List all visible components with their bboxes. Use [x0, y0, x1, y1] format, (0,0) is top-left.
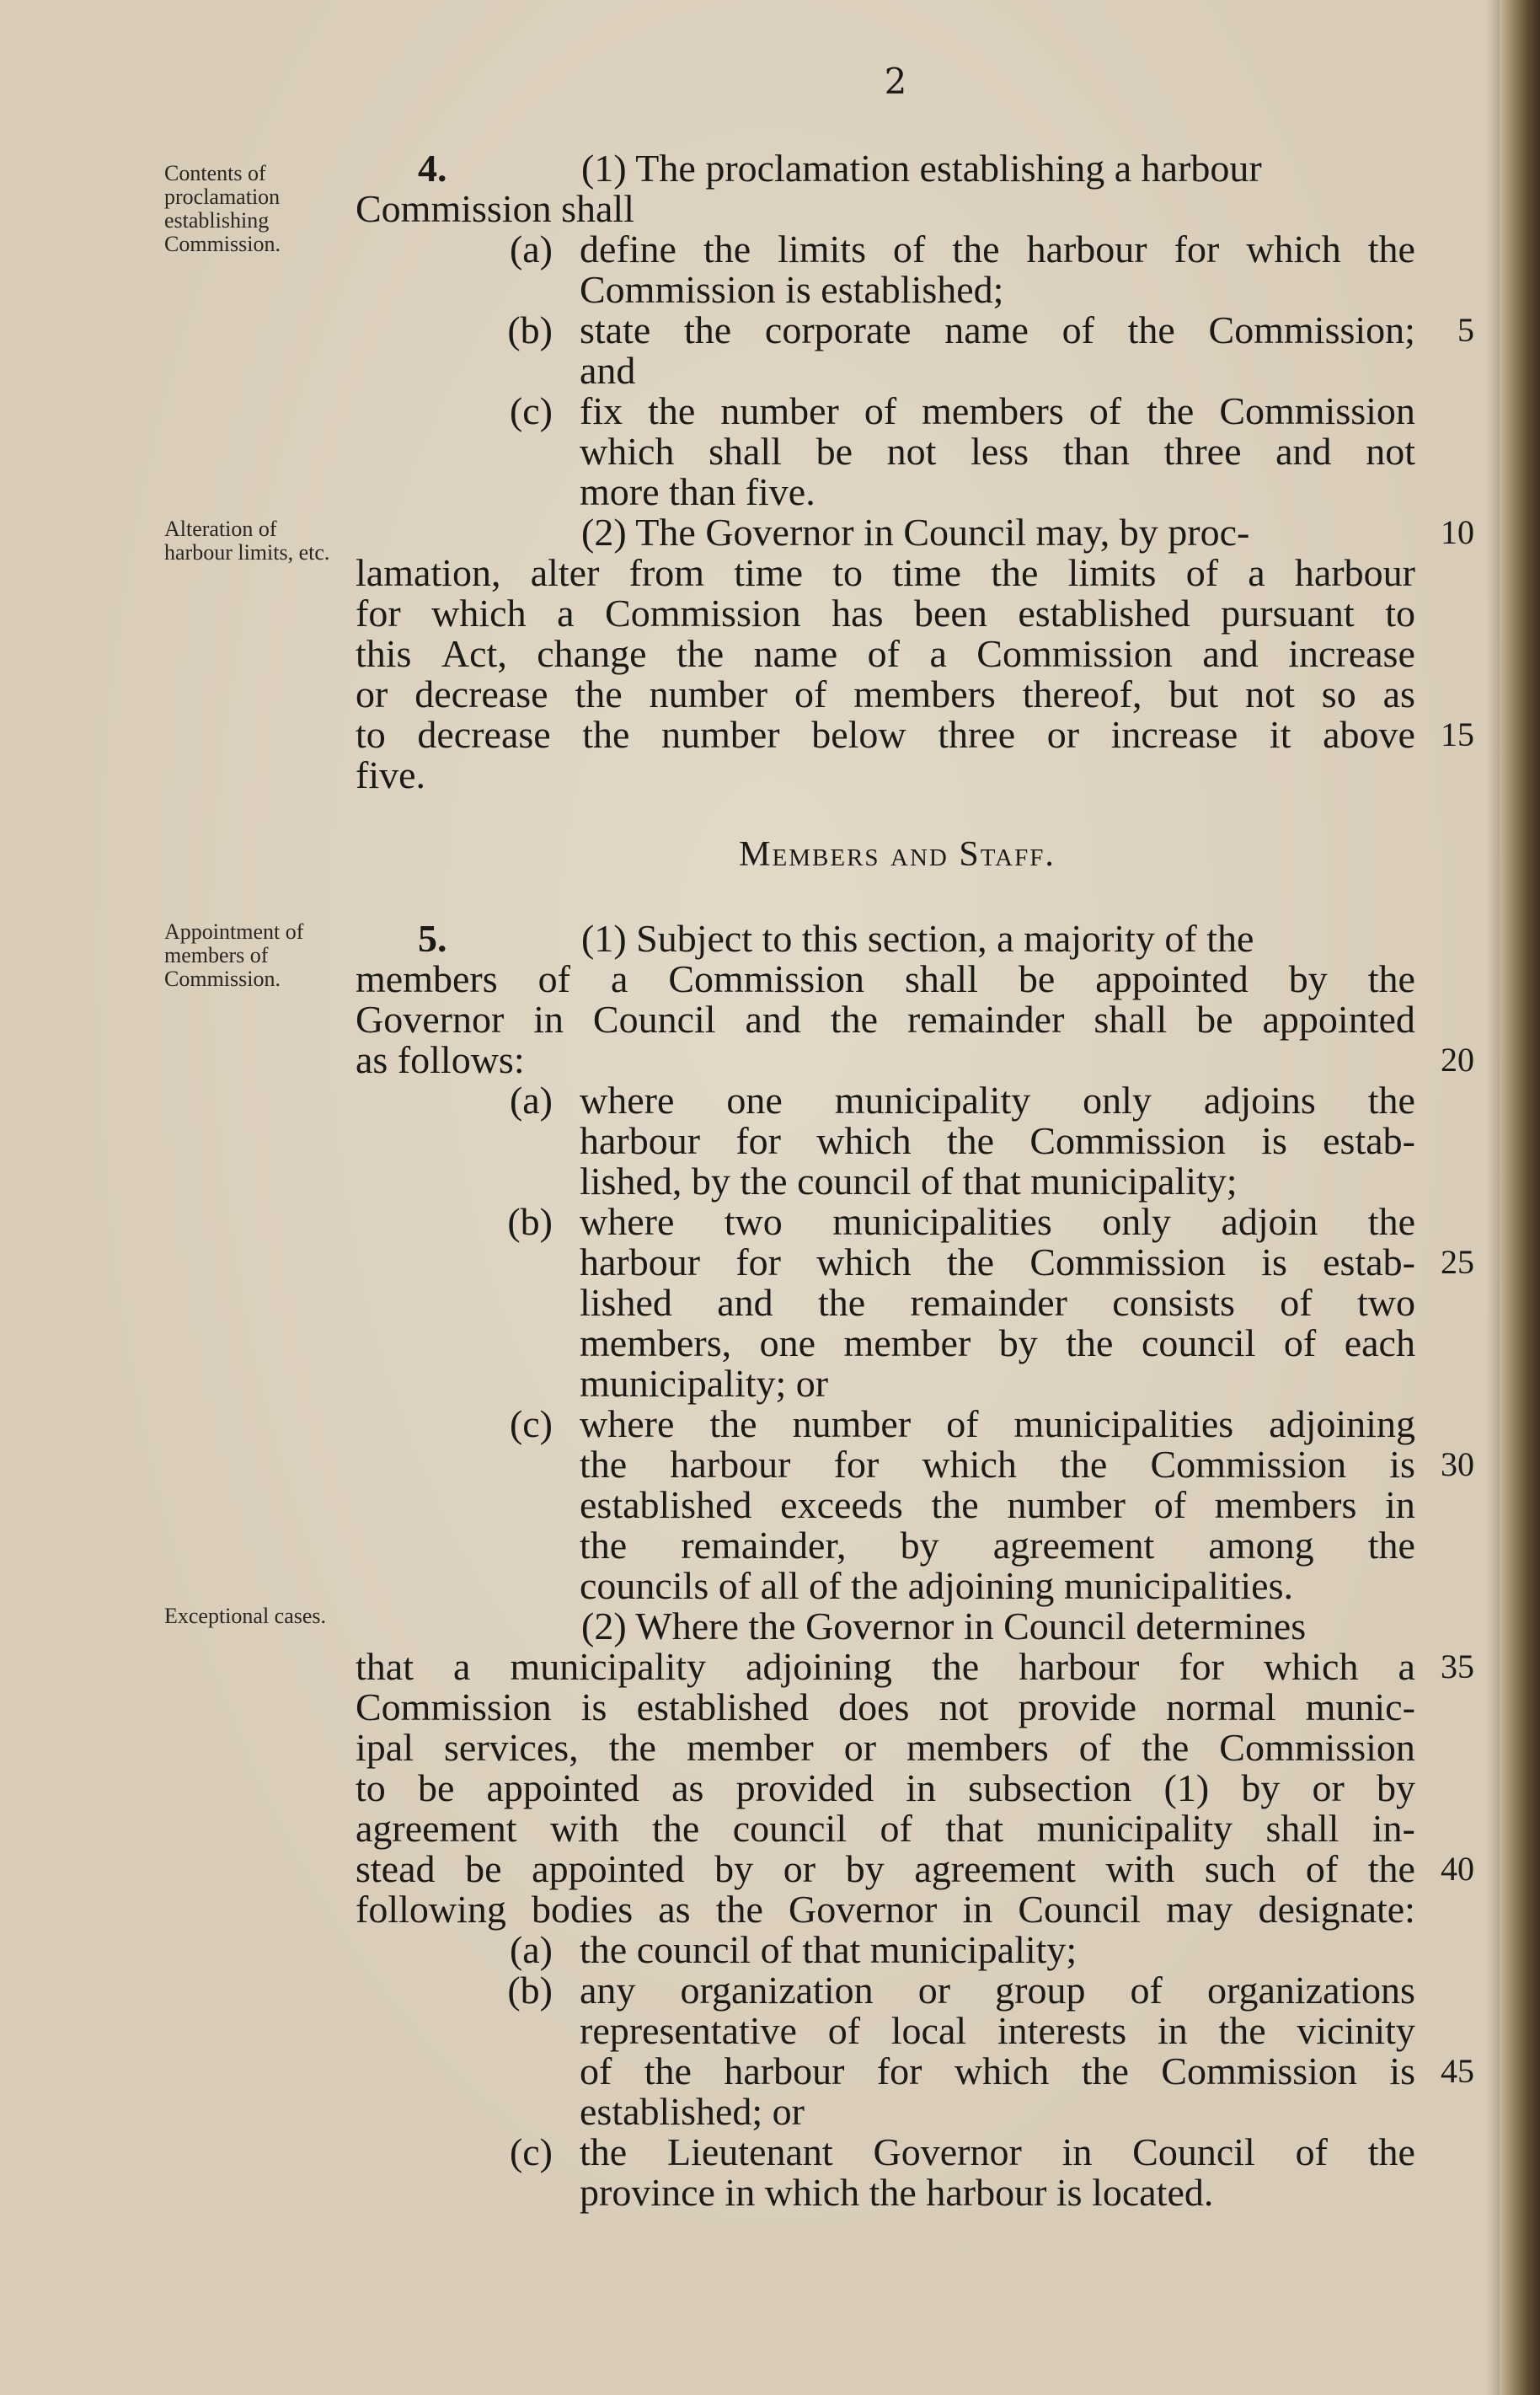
line-number: 40: [1441, 1850, 1474, 1888]
body-line: where one municipality only adjoins the: [580, 1079, 1415, 1122]
item-label-a: (a): [509, 1928, 553, 1971]
body-line: ipal services, the member or members of the Commission: [356, 1726, 1415, 1769]
body-line: following bodies as the Governor in Council may designate:: [356, 1888, 1415, 1931]
body-line: (2) Where the Governor in Council determines: [581, 1605, 1307, 1648]
body-line: this Act, change the name of a Commission and increase: [356, 632, 1415, 675]
body-line: as follows:: [356, 1038, 525, 1081]
body-line: stead be appointed by or by agreement with such of the: [356, 1847, 1415, 1890]
item-label-b: (b): [507, 1969, 553, 2012]
item-label-a: (a): [509, 228, 553, 271]
margin-note-alteration: Alteration of harbour limits, etc.: [164, 517, 330, 565]
body-line: harbour for which the Commission is estab-: [580, 1119, 1415, 1162]
body-line: (2) The Governor in Council may, by proc-: [581, 511, 1250, 554]
body-line: the Lieutenant Governor in Council of the: [580, 2130, 1415, 2173]
body-line: Commission is established;: [580, 268, 1004, 311]
body-line: Commission is established does not provide normal munic-: [356, 1685, 1415, 1728]
item-label-c: (c): [509, 1402, 553, 1445]
body-line: Commission shall: [356, 187, 634, 230]
body-line: lished, by the council of that municipality;: [580, 1160, 1238, 1203]
body-line: more than five.: [580, 470, 815, 513]
page-number: 2: [884, 61, 907, 102]
body-line: for which a Commission has been established pursuant to: [356, 592, 1415, 635]
section-heading: Members and Staff.: [739, 835, 1056, 874]
body-line: five.: [356, 753, 426, 796]
item-label-c: (c): [509, 389, 553, 432]
item-label-a: (a): [509, 1079, 553, 1122]
body-line: (1) Subject to this section, a majority of the: [581, 917, 1254, 960]
body-line: to decrease the number below three or increase it above: [356, 713, 1415, 756]
body-line: which shall be not less than three and not: [580, 430, 1415, 473]
body-line: or decrease the number of members thereof, but not so as: [356, 672, 1415, 715]
body-line: members of a Commission shall be appointed by the: [356, 957, 1415, 1000]
body-line: (1) The proclamation establishing a harbour: [581, 147, 1262, 190]
margin-note-exceptional: Exceptional cases.: [164, 1604, 327, 1628]
line-number: 15: [1441, 715, 1474, 753]
section-number-4: 4.: [418, 147, 447, 190]
body-line: any organization or group of organizations: [580, 1969, 1415, 2012]
body-line: define the limits of the harbour for which the: [580, 228, 1415, 271]
body-line: the remainder, by agreement among the: [580, 1524, 1415, 1567]
body-line: that a municipality adjoining the harbour for which a: [356, 1645, 1415, 1688]
item-label-c: (c): [509, 2130, 553, 2173]
book-spine: [1500, 0, 1540, 2395]
body-line: the harbour for which the Commission is: [580, 1443, 1415, 1486]
body-line: the council of that municipality;: [580, 1928, 1077, 1971]
body-line: lished and the remainder consists of two: [580, 1281, 1415, 1324]
body-line: to be appointed as provided in subsection (1) by or by: [356, 1766, 1415, 1809]
body-line: state the corporate name of the Commission;: [580, 308, 1415, 351]
body-line: and: [580, 349, 636, 392]
body-line: harbour for which the Commission is estab-: [580, 1240, 1415, 1283]
body-line: representative of local interests in the vicinity: [580, 2009, 1415, 2052]
body-line: province in which the harbour is located.: [580, 2171, 1214, 2214]
body-line: councils of all of the adjoining municipalities.: [580, 1564, 1293, 1607]
body-line: established; or: [580, 2090, 805, 2133]
body-line: municipality; or: [580, 1362, 829, 1405]
body-line: where the number of municipalities adjoining: [580, 1402, 1415, 1445]
body-line: lamation, alter from time to time the limits of a harbour: [356, 551, 1415, 594]
line-number: 45: [1441, 2052, 1474, 2090]
body-line: members, one member by the council of each: [580, 1321, 1415, 1364]
line-number: 35: [1441, 1648, 1474, 1685]
spine-shadow: [1486, 0, 1500, 2395]
margin-note-contents: Contents of proclamation establishing Commission.: [164, 161, 281, 256]
body-line: of the harbour for which the Commission is: [580, 2049, 1415, 2092]
body-line: Governor in Council and the remainder shall be appointed: [356, 998, 1415, 1041]
body-line: established exceeds the number of members in: [580, 1483, 1415, 1526]
line-number: 25: [1441, 1243, 1474, 1281]
margin-note-appointment: Appointment of members of Commission.: [164, 919, 304, 991]
section-number-5: 5.: [418, 917, 447, 960]
body-line: fix the number of members of the Commission: [580, 389, 1415, 432]
line-number: 20: [1441, 1041, 1474, 1079]
line-number: 10: [1441, 513, 1474, 551]
item-label-b: (b): [507, 1200, 553, 1243]
body-line: agreement with the council of that municipality shall in-: [356, 1807, 1415, 1850]
body-line: where two municipalities only adjoin the: [580, 1200, 1415, 1243]
item-label-b: (b): [507, 308, 553, 351]
line-number: 30: [1441, 1445, 1474, 1483]
line-number: 5: [1457, 311, 1474, 349]
